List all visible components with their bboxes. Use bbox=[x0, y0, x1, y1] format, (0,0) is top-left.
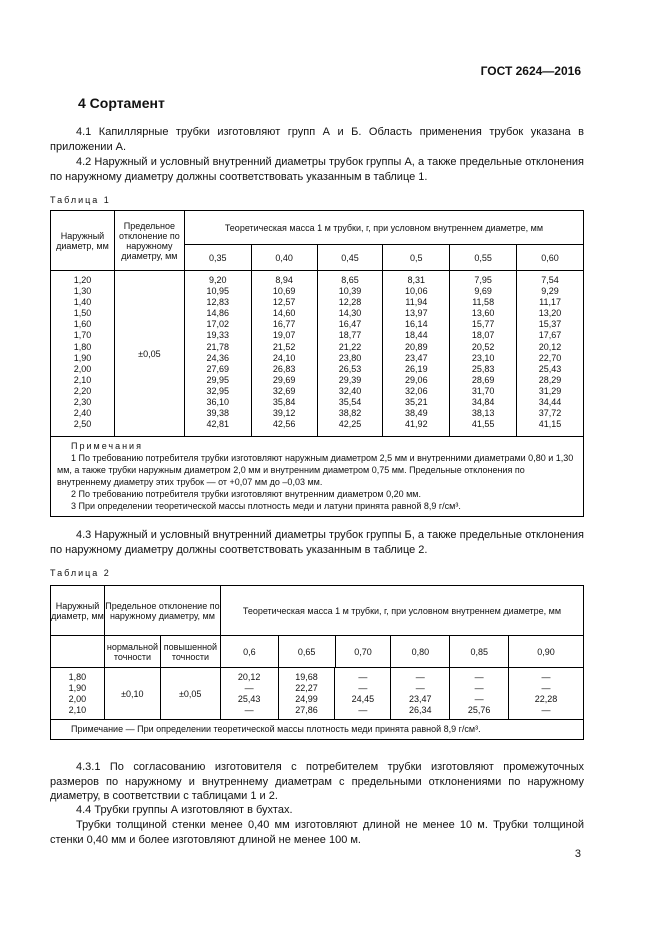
table2-caption: Таблица 2 bbox=[50, 568, 111, 578]
paragraph-4-1: 4.1 Капиллярные трубки изготовляют групп А и Б. Область применения трубок указана в приложении А. bbox=[50, 126, 584, 153]
table-cell-value: 18,77 bbox=[338, 330, 362, 341]
t2-header-mass: Теоретическая масса 1 м трубки, г, при условном внутреннем диаметре, мм bbox=[220, 586, 583, 636]
table-cell-value: 31,29 bbox=[538, 385, 562, 396]
table-cell-value: 25,43 bbox=[538, 363, 562, 374]
table-cell-value: 38,13 bbox=[471, 408, 495, 419]
table-cell-value: 16,77 bbox=[272, 319, 296, 330]
table-cell-value: 2,10 bbox=[68, 705, 87, 716]
t1-header-deviation: Предельное отклонение по наружному диаметру, мм bbox=[114, 211, 184, 271]
table-cell-value: 34,44 bbox=[538, 397, 562, 408]
table-cell-value: 11,94 bbox=[405, 297, 428, 308]
table-cell-value: — bbox=[244, 705, 254, 716]
table-cell-value: 11,58 bbox=[472, 297, 495, 308]
table-cell-value: 41,15 bbox=[538, 419, 562, 430]
table-cell-value: 41,55 bbox=[471, 419, 495, 430]
t1-header-mass: Теоретическая масса 1 м трубки, г, при условном внутреннем диаметре, мм bbox=[184, 211, 583, 245]
table-cell-value: — bbox=[474, 694, 484, 705]
table-cell-value: 1,20 bbox=[73, 275, 92, 285]
table1-caption: Таблица 1 bbox=[50, 195, 111, 205]
table-cell-value: 21,22 bbox=[338, 341, 362, 352]
t1-inner-diameter: 0,35 bbox=[184, 245, 251, 271]
table-cell-value: 39,12 bbox=[272, 408, 296, 419]
table-cell-value: 1,40 bbox=[73, 297, 92, 308]
t1-mass-column bbox=[184, 271, 251, 437]
t1-inner-diameter: 0,5 bbox=[383, 245, 450, 271]
table-cell-value: 17,02 bbox=[206, 319, 230, 330]
t2-mass-column bbox=[391, 668, 450, 720]
table-cell-value: 39,38 bbox=[206, 408, 230, 419]
table-cell-value: 42,81 bbox=[206, 419, 230, 430]
t1-inner-diameter: 0,60 bbox=[517, 245, 584, 271]
table-cell-value: 31,70 bbox=[471, 385, 495, 396]
table-cell-value: 14,30 bbox=[338, 308, 362, 319]
t1-mass-column bbox=[450, 271, 517, 437]
table-cell-value: 13,97 bbox=[405, 308, 428, 319]
table-cell-value: — bbox=[415, 683, 425, 694]
t2-outer-column bbox=[51, 668, 105, 720]
t1-inner-diameter: 0,45 bbox=[317, 245, 383, 271]
t2-inner-diameter: 0,90 bbox=[509, 636, 584, 668]
table-cell-value: 36,10 bbox=[206, 397, 230, 408]
table-cell-value: 2,30 bbox=[73, 397, 92, 408]
table-cell-value: 38,49 bbox=[405, 408, 428, 419]
table-cell-value: 29,39 bbox=[338, 374, 362, 385]
table-cell-value: 14,86 bbox=[206, 308, 230, 319]
t1-inner-diameter: 0,40 bbox=[251, 245, 317, 271]
table-2 bbox=[50, 585, 584, 668]
table-cell-value: 25,76 bbox=[467, 705, 491, 716]
table-cell-value: — bbox=[541, 705, 551, 716]
table-cell-value: 22,70 bbox=[538, 352, 562, 363]
table-cell-value: 9,69 bbox=[474, 286, 492, 297]
t2-header-high: повышенной точности bbox=[160, 636, 220, 668]
table-cell-value: 24,36 bbox=[206, 352, 230, 363]
table-cell-value: 1,30 bbox=[73, 286, 92, 297]
table-cell-value: 26,19 bbox=[405, 363, 428, 374]
t2-mass-column bbox=[220, 668, 278, 720]
table-cell-value: 2,00 bbox=[73, 363, 92, 374]
table-cell-value: 24,45 bbox=[351, 694, 375, 705]
table-cell-value: 32,69 bbox=[272, 385, 296, 396]
table-cell-value: 26,34 bbox=[409, 705, 432, 716]
table-cell-value: 29,95 bbox=[206, 374, 230, 385]
table-cell-value: 32,06 bbox=[405, 385, 428, 396]
table-cell-value: 1,60 bbox=[73, 319, 92, 330]
t1-mass-column bbox=[317, 271, 383, 437]
table-cell-value: — bbox=[474, 683, 484, 694]
table-cell-value: — bbox=[474, 672, 484, 682]
table-cell-value: — bbox=[358, 705, 368, 716]
table-cell-value: 1,80 bbox=[68, 672, 87, 682]
table-cell-value: 1,90 bbox=[68, 683, 87, 694]
document-header: ГОСТ 2624—2016 bbox=[480, 64, 581, 78]
t1-mass-column bbox=[383, 271, 450, 437]
paragraph-4-4-length: Трубки толщиной стенки менее 0,40 мм изготовляют длиной не менее 10 м. Трубки толщиной стенки 0,40 мм и более изготовляют длиной не менее 100 м. bbox=[50, 819, 584, 846]
table-cell-value: 11,17 bbox=[539, 297, 561, 308]
table-cell-value: 2,50 bbox=[73, 419, 92, 430]
table-cell-value: 10,95 bbox=[206, 286, 230, 297]
table-cell-value: 13,60 bbox=[471, 308, 495, 319]
t1-note: 2 По требованию потребителя трубки изготовляют внутренним диаметром 0,20 мм. bbox=[71, 489, 421, 499]
table-cell-value: 7,54 bbox=[541, 275, 559, 285]
table-cell-value: 35,54 bbox=[338, 397, 362, 408]
table-cell-value: 25,43 bbox=[237, 694, 261, 705]
t2-header-outer-spacer bbox=[51, 636, 105, 668]
table-cell-value: 9,29 bbox=[541, 286, 559, 297]
table-cell-value: — bbox=[415, 672, 425, 682]
table-cell-value: 10,06 bbox=[405, 286, 428, 297]
t1-notes bbox=[51, 437, 584, 517]
table-cell-value: 12,83 bbox=[206, 297, 230, 308]
t2-dev-normal-cell: ±0,10 bbox=[104, 668, 160, 720]
table-cell-value: 28,29 bbox=[538, 374, 562, 385]
table-cell-value: — bbox=[358, 672, 368, 682]
table-cell-value: 20,12 bbox=[538, 341, 562, 352]
table-2-body bbox=[50, 667, 584, 740]
table-cell-value: 1,80 bbox=[73, 341, 92, 352]
table-cell-value: 9,20 bbox=[209, 275, 227, 285]
table-cell-value: 16,47 bbox=[338, 319, 362, 330]
table-cell-value: 2,40 bbox=[73, 408, 92, 419]
t1-note: 1 По требованию потребителя трубки изготовляют наружным диаметром 2,5 мм и внутренними диаметрами 0,80 и 1,30 мм, а также трубки наружным диаметром 2,0 мм и внутренним диаметром 0,75 мм. Предельные отклонения по внутреннему диаметру этих трубок — от +0,07 мм до –0,03 мм. bbox=[57, 453, 574, 487]
table-cell-value: 35,84 bbox=[272, 397, 296, 408]
t1-note: 3 При определении теоретической массы плотность меди и латуни принята равной 8,9 г/см³. bbox=[71, 501, 461, 511]
table-cell-value: 22,28 bbox=[534, 694, 558, 705]
table-cell-value: 23,47 bbox=[405, 352, 428, 363]
table-cell-value: 8,94 bbox=[275, 275, 293, 285]
table-cell-value: 7,95 bbox=[474, 275, 492, 285]
table-cell-value: 29,69 bbox=[272, 374, 296, 385]
table-cell-value: 32,95 bbox=[206, 385, 230, 396]
table-cell-value: 24,99 bbox=[295, 694, 318, 705]
table-cell-value: 27,86 bbox=[295, 705, 318, 716]
paragraph-4-2: 4.2 Наружный и условный внутренний диаметры трубок группы А, а также предельные отклонения по наружному диаметру должны соответствовать указанным в таблице 1. bbox=[50, 156, 584, 183]
table-cell-value: 1,90 bbox=[73, 352, 92, 363]
t2-mass-column bbox=[509, 668, 584, 720]
table-cell-value: 29,06 bbox=[405, 374, 428, 385]
table-cell-value: — bbox=[244, 683, 254, 694]
table-cell-value: 38,82 bbox=[338, 408, 362, 419]
t1-outer-column bbox=[51, 271, 115, 437]
table-cell-value: 28,69 bbox=[471, 374, 495, 385]
table-cell-value: 2,00 bbox=[68, 694, 87, 705]
t2-header-normal: нормальной точности bbox=[104, 636, 160, 668]
table-cell-value: 19,33 bbox=[206, 330, 230, 341]
table-cell-value: 10,69 bbox=[272, 286, 296, 297]
table-cell-value: 21,78 bbox=[206, 341, 230, 352]
t2-inner-diameter: 0,70 bbox=[335, 636, 391, 668]
paragraph-4-4: 4.4 Трубки группы А изготовляют в бухтах. bbox=[76, 804, 293, 816]
t1-notes-title: Примечания bbox=[71, 441, 143, 451]
table-cell-value: 17,67 bbox=[538, 330, 562, 341]
table-cell-value: 35,21 bbox=[405, 397, 428, 408]
t2-header-deviation: Предельное отклонение по наружному диаметру, мм bbox=[104, 586, 220, 636]
table-cell-value: 37,72 bbox=[538, 408, 562, 419]
table-cell-value: 23,80 bbox=[338, 352, 362, 363]
table-cell-value: 21,52 bbox=[272, 341, 296, 352]
table-cell-value: 42,56 bbox=[272, 419, 296, 430]
table-cell-value: 18,07 bbox=[471, 330, 495, 341]
t2-header-outer: Наружный диаметр, мм bbox=[51, 586, 105, 636]
paragraph-4-3: 4.3 Наружный и условный внутренний диаметры трубок группы Б, а также предельные отклонения по наружному диаметру должны соответствовать указанным в таблице 2. bbox=[50, 529, 584, 556]
page-number: 3 bbox=[574, 848, 581, 860]
table-cell-value: 1,70 bbox=[73, 330, 92, 341]
table-cell-value: 34,84 bbox=[471, 397, 495, 408]
t2-inner-diameter: 0,80 bbox=[391, 636, 450, 668]
t2-mass-column bbox=[335, 668, 391, 720]
table-cell-value: 22,27 bbox=[295, 683, 318, 694]
table-cell-value: 2,20 bbox=[73, 385, 92, 396]
table-cell-value: 24,10 bbox=[272, 352, 296, 363]
t2-inner-diameter: 0,65 bbox=[278, 636, 335, 668]
t1-mass-column bbox=[251, 271, 317, 437]
table-cell-value: 19,07 bbox=[272, 330, 296, 341]
table-cell-value: 20,12 bbox=[237, 672, 261, 682]
table-cell-value: 27,69 bbox=[206, 363, 230, 374]
table-cell-value: — bbox=[358, 683, 368, 694]
table-cell-value: 20,89 bbox=[405, 341, 428, 352]
t2-inner-diameter: 0,85 bbox=[450, 636, 509, 668]
t2-dev-high-cell: ±0,05 bbox=[160, 668, 220, 720]
t1-deviation-cell: ±0,05 bbox=[114, 271, 184, 437]
table-cell-value: 41,92 bbox=[405, 419, 428, 430]
section-title: 4 Сортамент bbox=[78, 95, 165, 111]
table-cell-value: 15,37 bbox=[538, 319, 562, 330]
table-cell-value: — bbox=[541, 683, 551, 694]
table-cell-value: 20,52 bbox=[471, 341, 495, 352]
table-cell-value: 23,10 bbox=[471, 352, 495, 363]
t2-mass-column bbox=[278, 668, 335, 720]
table-cell-value: 18,44 bbox=[405, 330, 428, 341]
table-cell-value: 26,83 bbox=[272, 363, 296, 374]
t1-mass-column bbox=[517, 271, 584, 437]
table-cell-value: 8,65 bbox=[341, 275, 359, 285]
table-cell-value: 16,14 bbox=[405, 319, 428, 330]
table-cell-value: 8,31 bbox=[407, 275, 426, 285]
table-cell-value: 23,47 bbox=[409, 694, 432, 705]
t2-note: Примечание — При определении теоретической массы плотность меди принята равной 8,9 г/см³. bbox=[51, 720, 584, 740]
table-cell-value: 12,57 bbox=[272, 297, 296, 308]
table-cell-value: 10,39 bbox=[338, 286, 362, 297]
table-1 bbox=[50, 210, 584, 517]
t1-header-outer: Наружный диаметр, мм bbox=[51, 211, 115, 271]
paragraph-4-3-1: 4.3.1 По согласованию изготовителя с потребителем трубки изготовляют промежуточных размеров по наружному и внутреннему диаметрам с предельными отклонениями по наружному диаметру, в соответствии с таблицами 1 и 2. bbox=[50, 761, 584, 802]
table-cell-value: 2,10 bbox=[73, 374, 92, 385]
table-cell-value: 1,50 bbox=[73, 308, 92, 319]
table-cell-value: 32,40 bbox=[338, 385, 362, 396]
table-cell-value: 15,77 bbox=[471, 319, 495, 330]
t2-inner-diameter: 0,6 bbox=[220, 636, 278, 668]
table-cell-value: 26,53 bbox=[338, 363, 362, 374]
t2-mass-column bbox=[450, 668, 509, 720]
table-cell-value: 25,83 bbox=[471, 363, 495, 374]
table-cell-value: 42,25 bbox=[338, 419, 362, 430]
table-cell-value: 19,68 bbox=[295, 672, 318, 682]
table-cell-value: 13,20 bbox=[538, 308, 562, 319]
table-cell-value: 12,28 bbox=[338, 297, 362, 308]
table-cell-value: — bbox=[541, 672, 551, 682]
t1-inner-diameter: 0,55 bbox=[450, 245, 517, 271]
table-cell-value: 14,60 bbox=[272, 308, 296, 319]
